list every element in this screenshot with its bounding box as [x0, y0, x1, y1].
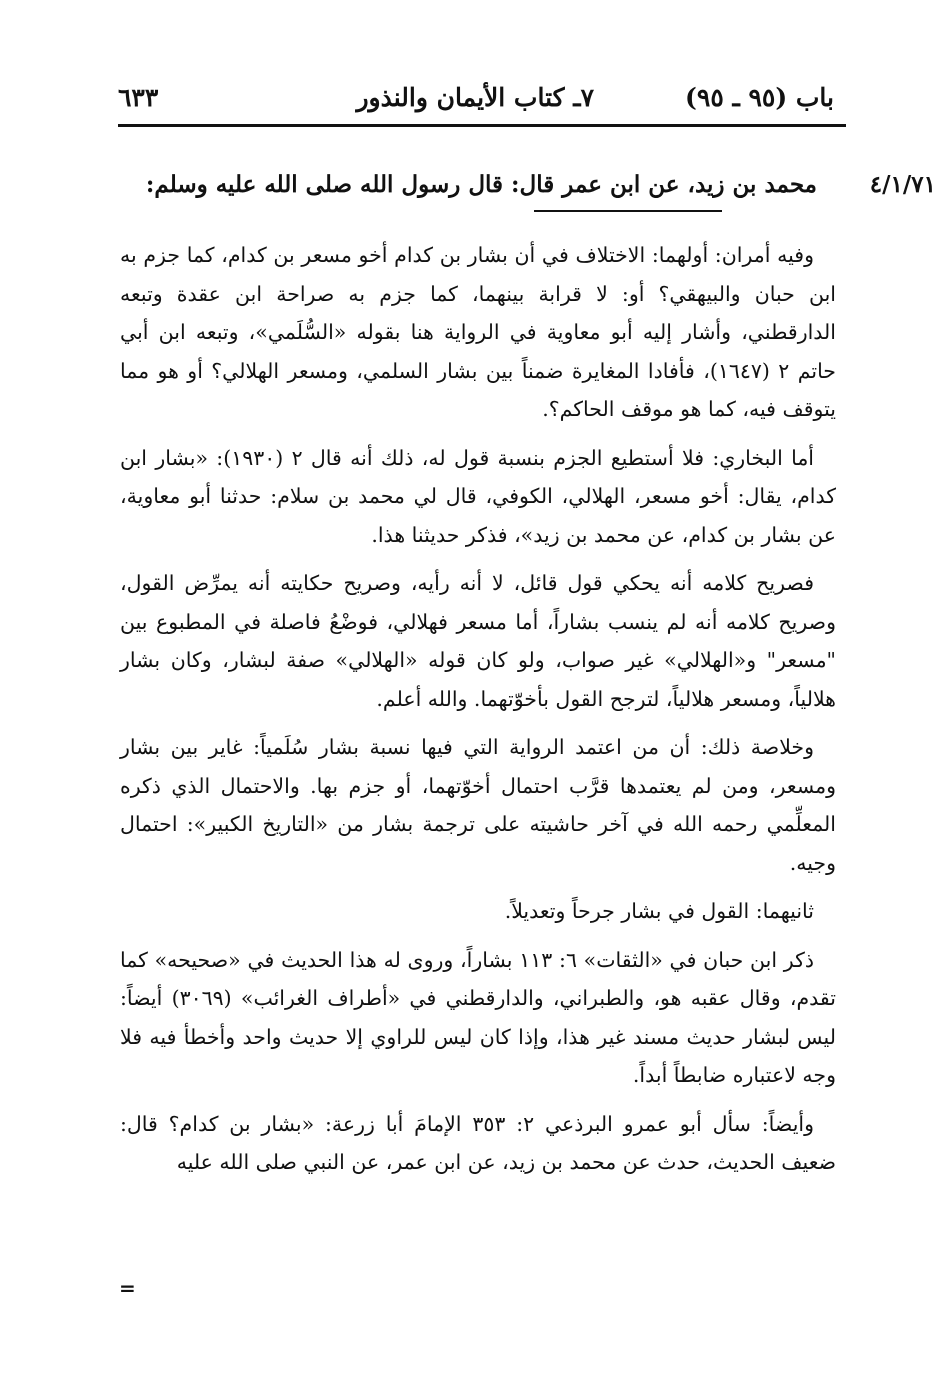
paragraph: ذكر ابن حبان في «الثقات» ٦: ١١٣ بشاراً، وروى له هذا الحديث في «صحيحه» كما تقدم، وقال عقبه هو، والطبراني، والدارقطني في «أطراف الغرائب» (٣٠٦٩) أيضاً: ليس لبشار حديث مسند غير هذا، وإذا كان ليس للراوي إلا حديث واحد وأخطأ فيه فلا وجه لاعتباره ضابطاً أبداً. [120, 947, 836, 1087]
entry-text: محمد بن زيد، عن ابن عمر قال: قال رسول الله صلى الله عليه وسلم: [145, 171, 817, 198]
commentary-body [120, 236, 836, 1192]
paragraph: وأيضاً: سأل أبو عمرو البرذعي ٢: ٣٥٣ الإمامَ أبا زرعة: «بشار بن كدام؟ قال: ضعيف الحديث، حدث عن محمد بن زيد، عن ابن عمر، عن النبي صلى الله عليه [120, 1111, 836, 1174]
paragraph: وخلاصة ذلك: أن من اعتمد الرواية التي فيها نسبة بشار سُلَمياً: غاير بين بشار ومسعر، ومن لم يعتمدها قرَّب احتمال أخوّتهما، أو جزم بها. والاحتمال الذي ذكره المعلِّمي رحمه الله في آخر حاشيته على ترجمة بشار من «التاريخ الكبير»: احتمال وجيه. [120, 735, 836, 875]
paragraph: ثانيهما: القول في بشار جرحاً وتعديلاً. [504, 899, 814, 923]
entry-underline [534, 210, 722, 212]
paragraph: فصريح كلامه أنه يحكي قول قائل، لا أنه رأيه، وصريح حكايته أنه يمرِّض القول، وصريح كلامه أنه لم ينسب بشاراً، أما مسعر فهلالي، فوضْعُ فاصلة في المطبوع بين "مسعر" و«الهلالي» غير صواب، ولو كان قوله «الهلالي» صفة لبشار، وكان بشار هلالياً، ومسعر هلالياً، لترجح القول بأخوّتهما. والله أعلم. [120, 571, 836, 711]
book-title: ٧ـ كتاب الأيمان والنذور [356, 83, 594, 112]
page-number: ٦٣٣ [118, 83, 159, 112]
entry-number: ٤/١/٧١ [869, 171, 936, 198]
hadith-entry [100, 160, 942, 210]
paragraph: أما البخاري: فلا أستطيع الجزم بنسبة قول له، ذلك أنه قال ٢ (١٩٣٠): «بشار ابن كدام، يقال: أخو مسعر، الهلالي، الكوفي، قال لي محمد بن سلام: حدثنا أبو معاوية، عن بشار بن كدام، عن محمد بن زيد»، فذكر حديثنا هذا. [120, 445, 836, 547]
continuation-mark: = [119, 1276, 136, 1300]
chapter-heading: باب (٩٥ ـ ٩٥) [685, 83, 834, 112]
paragraph: وفيه أمران: أولهما: الاختلاف في أن بشار بن كدام أخو مسعر بن كدام، كما جزم به ابن حبان والبيهقي؟ أو: لا قرابة بينهما، كما جزم به صراحة ابن عقدة وتبعه الدارقطني، وأشار إليه أبو معاوية في الرواية هنا بقوله «السُّلَمي»، وتبعه ابن أبي حاتم ٢ (١٦٤٧)، فأفادا المغايرة ضمناً بين بشار السلمي، ومسعر الهلالي؟ أو هو مما يتوقف فيه، كما هو موقف الحاكم؟. [120, 243, 836, 421]
header-rule [118, 124, 846, 127]
running-header [118, 78, 834, 118]
